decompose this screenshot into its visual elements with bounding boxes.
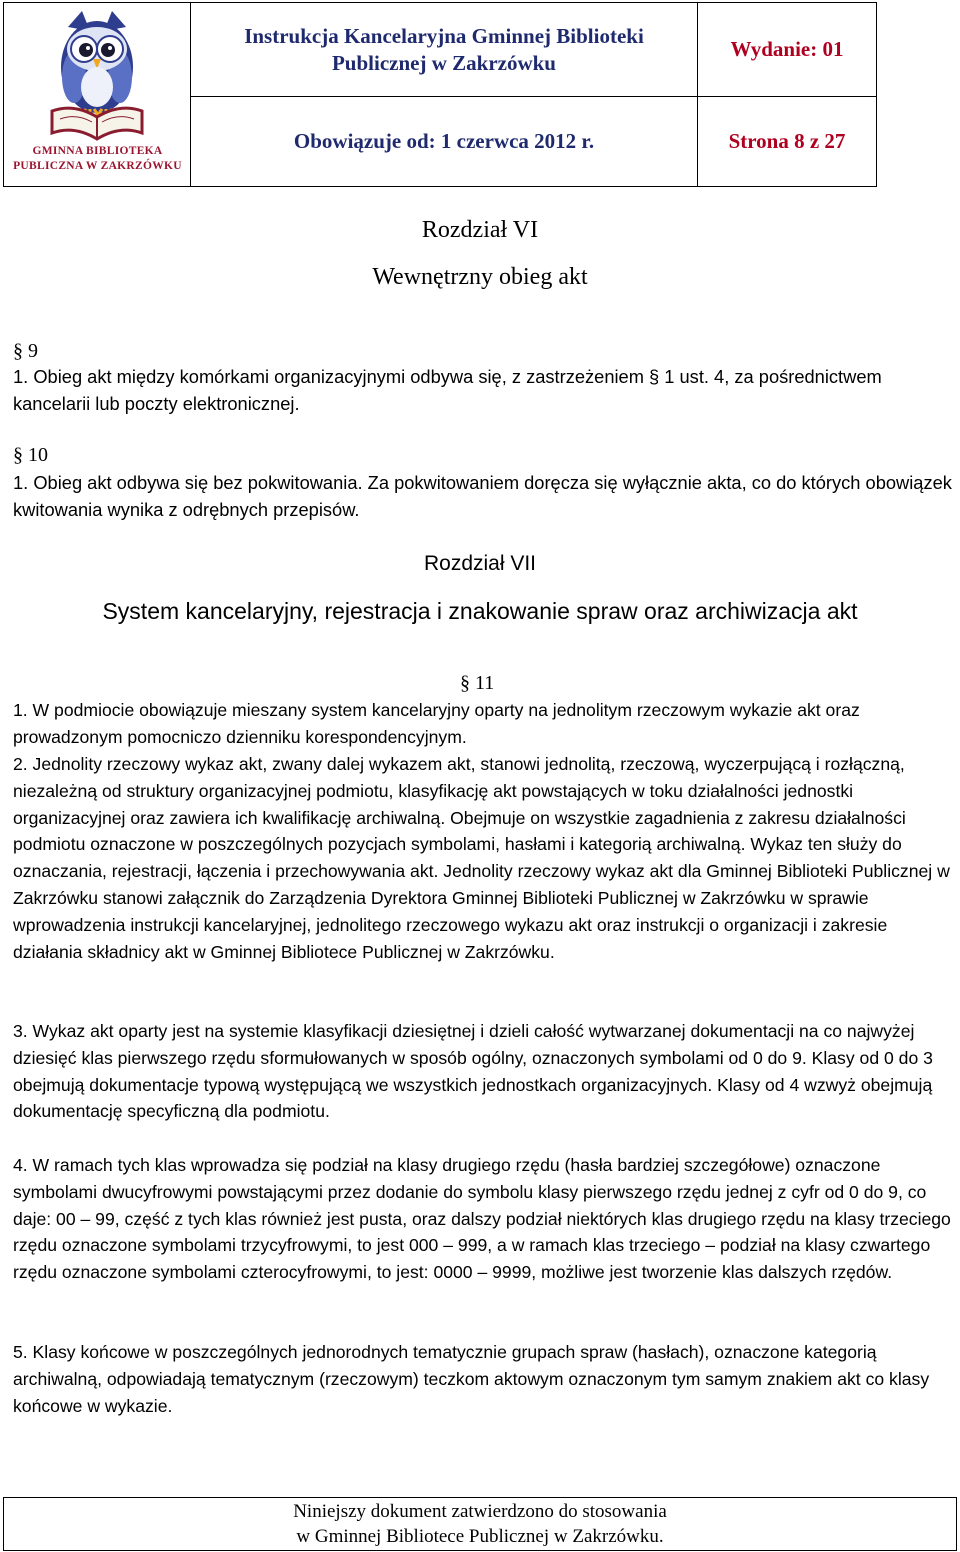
chapter6-subtitle: Wewnętrzny obieg akt: [372, 264, 588, 290]
header-title-cell: [191, 3, 698, 97]
logo-text-line2: PUBLICZNA W ZAKRZÓWKU: [13, 160, 182, 172]
section-10-paragraph: 1. Obieg akt odbywa się bez pokwitowania. Za pokwitowaniem doręcza się wyłącznie akta, co do których obowiązek kwitowania wynika z odrębnych przepisów.: [13, 472, 952, 520]
header-title-line1: Instrukcja Kancelaryjna Gminnej Biblioteki: [244, 23, 644, 48]
section-9-mark: § 9: [13, 340, 38, 362]
section-11-point-3: 3. Wykaz akt oparty jest na systemie klasyfikacji dziesiętnej i dzieli całość wytwarzanej dokumentacji na co najwyżej dziesięć klas pierwszego rzędu sformułowanych w sposób ogólny, oznaczonych symbolami od 0 do 9. Klasy od 0 do 3 obejmują dokumentacje typową występującą we wszystkich jednostkach organizacyjnych. Klasy od 4 wzwyż obejmują dokumentację specyficzną dla podmiotu.: [13, 1021, 933, 1122]
section-11-point-4: 4. W ramach tych klas wprowadza się podział na klasy drugiego rzędu (hasła bardziej szczegółowe) oznaczone symbolami dwucyfrowymi powstającymi przez dodanie do symbolu klasy pierwszego rzędu jednej z cyfr od 0 do 9, co daje: 00 – 99, część z tych klas również jest pusta, oraz dalszy podział niektórych klas drugiego rzędu na klasy trzeciego rzędu oznaczone symbolami trzycyfrowymi, to jest 000 – 999, a w ramach klas trzeciego – podział na klasy czwartego rzędu oznaczone symbolami czterocyfrowymi, to jest: 0000 – 9999, możliwe jest tworzenie klas dalszych rzędów.: [13, 1155, 951, 1283]
page-number: Strona 8 z 27: [728, 129, 846, 153]
section-11-point-1: 1. W podmiocie obowiązuje mieszany system kancelaryjny oparty na jednolitym rzeczowym wykazie akt oraz prowadzonym pomocniczo dzienniku korespondencyjnym.: [13, 700, 860, 747]
document-footer: [3, 1497, 957, 1551]
chapter6-title: Rozdział VI: [421, 217, 539, 243]
section-11-point-5: 5. Klasy końcowe w poszczególnych jednorodnych tematycznie grupach spraw (hasłach), oznaczone kategorią archiwalną, odpowiadają tematycznym (rzeczowym) teczkom aktowym oznaczonym tym samym znakiem akt co klasy końcowe w wykazie.: [13, 1342, 930, 1416]
chapter7-subtitle: System kancelaryjny, rejestracja i znakowanie spraw oraz archiwizacja akt: [102, 598, 858, 624]
effective-date: Obowiązuje od: 1 czerwca 2012 r.: [293, 129, 595, 153]
footer-line1: Niniejszy dokument zatwierdzono do stosowania: [293, 1501, 667, 1522]
section-9-paragraph: 1. Obieg akt między komórkami organizacyjnymi odbywa się, z zastrzeżeniem § 1 ust. 4, za pośrednictwem kancelarii lub poczty elektronicznej.: [13, 366, 882, 414]
logo-cell: [4, 3, 191, 186]
header-page-cell: [698, 97, 876, 186]
header-edition-cell: [698, 3, 876, 97]
section-11-point-2: 2. Jednolity rzeczowy wykaz akt, zwany dalej wykazem akt, stanowi jednolitą, rzeczową, wyczerpującą i rozłączną, niezależną od struktury organizacyjnej podmiotu, klasyfikację akt powstających w toku działalności jednostki organizacyjnej oraz zawiera ich kwalifikację archiwalną. Obejmuje on wszystkie zagadnienia z zakresu działalności podmiotu oznaczone w poszczególnych pozycjach symbolami, hasłami i kategorią archiwalną. Wykaz ten służy do oznaczania, rejestracji, łączenia i przechowywania akt. Jednolity rzeczowy wykaz akt dla Gminnej Biblioteki Publicznej w Zakrzówku stanowi załącznik do Zarządzenia Dyrektora Gminnej Biblioteki Publicznej w Zakrzówku w sprawie wprowadzenia instrukcji kancelaryjnej, jednolitego rzeczowego wykazu akt oraz instrukcji o organizacji i zakresie działania składnicy akt w Gminnej Bibliotece Publicznej w Zakrzówku.: [13, 754, 950, 962]
owl-logo-icon: [4, 5, 191, 145]
section-10-mark: § 10: [13, 444, 48, 466]
section-11-mark: § 11: [460, 672, 495, 694]
footer-line2: w Gminnej Bibliotece Publicznej w Zakrzówku.: [296, 1526, 664, 1547]
logo-text-line1: GMINNA BIBLIOTEKA: [32, 145, 163, 157]
header-title-line2: Publicznej w Zakrzówku: [331, 50, 556, 75]
chapter7-title: Rozdział VII: [423, 552, 537, 575]
document-header: [3, 2, 877, 187]
edition-label: Wydanie: 01: [730, 37, 844, 61]
header-date-cell: [191, 97, 698, 186]
